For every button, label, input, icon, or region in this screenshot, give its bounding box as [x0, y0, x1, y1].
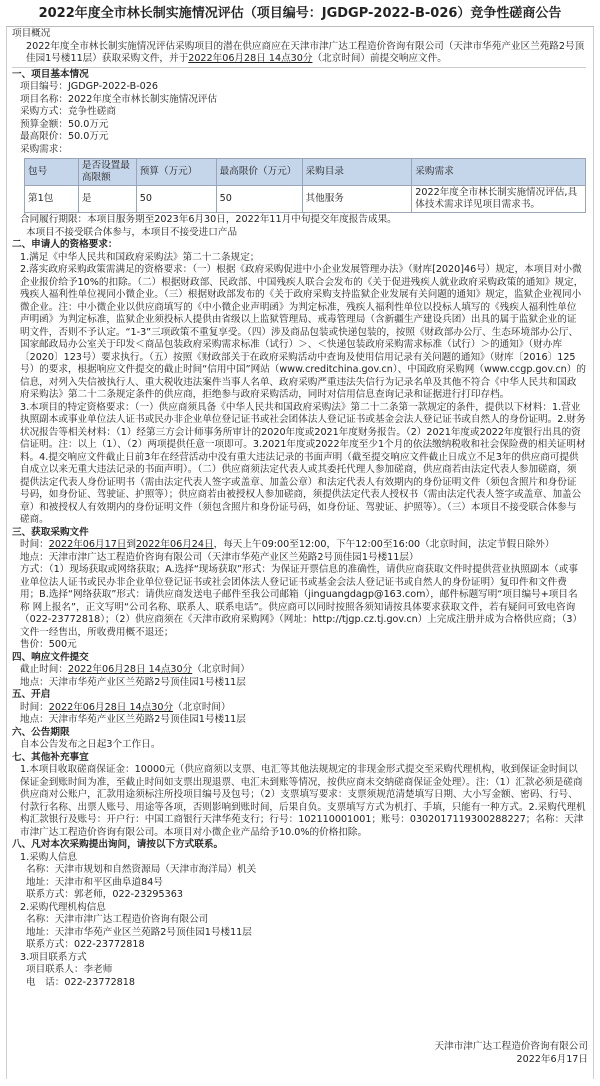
agency-name: 名称：天津市津广达工程造价咨询有限公司: [26, 914, 209, 925]
opening-time-value: 2022年06月28日 14点30分: [48, 701, 174, 713]
opening-time-label: 时间：: [20, 701, 49, 713]
time-start: 2022年06月17日: [48, 539, 127, 550]
deadline-value: 2022年06月28日 14点30分: [67, 664, 193, 675]
purchaser-address: 地址：天津市和平区曲阜道84号: [26, 876, 163, 888]
table-cell: 2022年度全市林长制实施情况评估,具体技术需求详见项目需求书。: [412, 186, 586, 213]
table-header-row: [25, 159, 586, 186]
max-price: 最高限价：50.0万元: [20, 131, 109, 142]
qualification-para: 2.落实政府采购政策需满足的资格要求：（一）根据《政府采购促进中小企业发展管理办法》（财库[2020]46号）规定，本项目对小微企业报价给予10%的扣除。（二）根据财政部、民政部、中国残疾人联合会发布的《关于促进残疾人就业政府采购政策的通知》规定，残疾人福利性单位视同小微企业。（三）根据财政部发布的《关于政府采购支持监狱企业发展有关问题的通知》规定，监狱企业视同小微企业。注：中小微企业以供应商填写的《中小微企业声明函》为判定标准，残疾人福利性单位以投标人填写的《残疾人福利性单位声明函》为判定标准，监狱企业须投标人提供由省级以上监狱管理局、戒毒管理局（含新疆生产建设兵团）出具的属于监狱企业的证明文件，否则不予认定。“1-3”三项政策不重复享受。（四）涉及商品包装或快递包装的，按照《财政部办公厅、生态环境部办公厅、国家邮政局办公室关于印发＜商品包装政府采购需求标准（试行）＞、＜快递包装政府采购需求标准（试行）＞的通知》（财办库〔2020〕123号）要求执行。（五）按照《财政部关于在政府采购活动中查询及使用信用记录有关问题的通知》（财库〔2016〕125号）的要求，根据响应文件提交的截止时间“信用中国”网站（www.creditchina.gov.cn）、中国政府采购网（www.ccgp.gov.cn）的信息，对列入失信被执行人、重大税收违法案件当事人名单、政府采购严重违法失信行为记录名单及其他不符合《中华人民共和国政府采购法》第二十二条规定条件的供应商，拒绝参与政府采购活动，同时对信用信息查询记录和证据进行打印存档。: [20, 264, 586, 400]
table-cell: 50: [216, 186, 302, 213]
agency-title: 2.采购代理机构信息: [20, 901, 106, 913]
submission-deadline: [12, 664, 586, 677]
agency-address: 地址：天津市华苑产业区兰苑路2号顶佳园1号楼11层: [26, 926, 252, 938]
overview-text-a: 2022年度全市林长制实施情况评估采购项目的潜在供应商应在天津市津广达工程造价咨询有限公司（天津市华苑产业区兰苑路2号顶佳园1号楼11层）获取采购文件，并于: [26, 40, 585, 64]
table-cell: 50: [136, 186, 216, 213]
contact-phone: 电 话：022-23772818: [26, 976, 135, 988]
page-title: 2022年度全市林长制实施情况评估（项目编号：JGDGP-2022-B-026）竞争性磋商公告: [38, 6, 562, 21]
document-price: 售价：500元: [20, 639, 77, 650]
table-row: [25, 186, 586, 213]
opening-time-suffix: （北京时间）: [173, 701, 231, 713]
time-end: 2022年06月24日: [136, 539, 214, 550]
supplementary-text: 1.本项目收取磋商保证金：10000元（供应商须以支票、电汇等其他法规规定的非现金形式提交至采购代理机构，收到保证金时间以保证金到账时间为准，至截止时间如支票出现退票、电汇未到账等情况，按供应商未交纳磋商保证金处理）。注：（1）汇款必须是磋商供应商对公账户，汇款用途须标注所投项目编号及包号；（2）支票填写要求：支票须规范清楚填写日期、大小写金额、密码、行号、付款行名称、出票人账号、用途等各项，否则影响到账时间，后果自负。支票填写方式为机打、手填，只能有一种方式。2.采购代理机构汇款银行及账号：开户行：中国工商银行天津华苑支行；行号：102110001001；账号：0302017119300288227；名称：天津市津广达工程造价咨询有限公司。本项目对小微企业产品给予10.0%的价格扣除。: [20, 764, 586, 838]
opening-time: [12, 702, 586, 715]
table-header-cell: 采购目录: [302, 159, 412, 186]
section-7-heading: 七、其他补充事宜: [12, 751, 89, 763]
section-6-heading: 六、公告期限: [12, 726, 70, 738]
purchaser-name: 名称：天津市规划和自然资源局（天津市海洋局）机关: [26, 864, 257, 875]
project-name: 项目名称：2022年度全市林长制实施情况评估: [20, 93, 218, 105]
contact-person: 项目联系人：李老师: [26, 964, 113, 975]
qualification-para: 3.本项目的特定资格要求：（一）供应商须具备《中华人民共和国政府采购法》第二十二条第一款规定的条件，提供以下材料：1.营业执照副本或事业单位法人证书或民办非企业单位登记证书或社会团体法人登记证书或基金会法人登记证书或自然人的身份证明。2.财务状况报告等相关材料：（1）经第三方会计师事务所审计的2020年度或2021年度财务报告。（2）2021年度或2022年度银行出具的资信证明。注：以上（1）、（2）两项提供任意一项即可。3.2021年度或2022年度至少1个月的依法缴纳税收和社会保险费的相关证明材料。4.提交响应文件截止日前3年在经营活动中没有重大违法记录的书面声明（截至提交响应文件截止日成立不足3年的供应商可提供自成立以来无重大违法记录的书面声明）。（二）供应商须法定代表人或其委托代理人参加磋商，供应商若由法定代表人参加磋商，须提供法定代表人身份证明书（需由法定代表人签字或盖章、加盖公章）和法定代表人有效期内的身份证明文件（须包含照片和身份证号码，如身份证、驾驶证、护照等）；供应商若由被授权人参加磋商，须提供法定代表人授权书（需由法定代表人签字或盖章、加盖公章）和被授权人有效期内的身份证明文件（须包含照片和身份证号码，如身份证、驾驶证、护照等）。（三）本项目不接受联合体参与磋商。: [20, 401, 586, 525]
requirements-label: 采购需求：: [20, 143, 68, 155]
acquisition-method: 方式：（1）现场获取或网络获取；A.选择“现场获取”形式：为保证开票信息的准确性，请供应商获取文件时提供营业执照副本（或事业单位法人证书或民办非企业单位登记证书或社会团体法人登记证书或基金会法人登记证书或自然人的身份证明）复印件和文件费用；B.选择“网络获取”形式：请供应商发送电子邮件至我公司邮箱（jinguangdagp@163.com），邮件标题写明“项目编号+项目名称 网上报名”，正文写明“公司名称、联系人、联系电话”。供应商可以同时按照各须知请按具体要求获取文件，若有疑问可致电咨询（022-23772818）；（2）供应商须在《天津市政府采购网》（网址：http://tjgp.cz.tj.gov.cn）上完成注册并成为合格供应商；（3）文件一经售出，所收费用概不退还；: [20, 564, 583, 638]
purchaser-title: 1.采购人信息: [20, 851, 78, 863]
contact-title: 3.项目联系方式: [20, 951, 87, 963]
announcement-body: [12, 28, 586, 989]
deadline-suffix: （北京时间）: [192, 664, 250, 675]
acquisition-time: [12, 539, 586, 552]
budget-amount: 预算金额：50.0万元: [20, 118, 109, 130]
table-header-cell: 包号: [25, 159, 79, 186]
project-number: 项目编号：JGDGP-2022-B-026: [20, 81, 158, 92]
table-header-cell: 采购需求: [412, 159, 586, 186]
opening-place: 地点：天津市华苑产业区兰苑路2号顶佳园1号楼11层: [20, 714, 246, 725]
table-cell: 第1包: [25, 186, 79, 213]
overview-divider: [12, 67, 586, 68]
qualification-para: 1.满足《中华人民共和国政府采购法》第二十二条规定；: [20, 251, 260, 263]
footer-company: 天津市津广达工程造价咨询有限公司: [434, 1041, 588, 1052]
procurement-method: 采购方式：竞争性磋商: [20, 106, 116, 117]
acquisition-place: 地点：天津市津广达工程造价咨询有限公司（天津市华苑产业区兰苑路2号顶佳园1号楼11层）: [20, 551, 419, 563]
overview-deadline: 2022年06月28日 14点30分: [188, 53, 313, 64]
table-cell: 其他服务: [302, 186, 412, 213]
deadline-label: 截止时间：: [20, 664, 68, 675]
agency-contact: 联系方式：022-23772818: [26, 939, 145, 950]
signature-block: [435, 1040, 589, 1066]
section-1-heading: 一、项目基本情况: [12, 68, 89, 80]
section-5-heading: 五、开启: [12, 689, 51, 700]
section-3-heading: 三、获取采购文件: [12, 526, 89, 538]
table-header-cell: 预算（万元）: [136, 159, 216, 186]
overview-label: 项目概况: [12, 28, 51, 39]
overview-text-b: （北京时间）前提交响应文件。: [312, 53, 447, 64]
table-header-cell: 是否设置最高限额: [78, 159, 136, 186]
contract-period: 合同履行期限：本项目服务期至2023年6月30日，2022年11月中旬提交年度报告成果。: [20, 214, 397, 225]
section-4-heading: 四、响应文件提交: [12, 651, 89, 663]
purchaser-contact: 联系方式：郭老师，022-23295363: [26, 889, 183, 900]
overview-text: [12, 41, 586, 66]
notice-period: 自本公告发布之日起3个工作日。: [20, 739, 161, 750]
consortium-note: 本项目不接受联合体参与，本项目不接受进口产品: [26, 226, 238, 238]
section-8-heading: 八、凡对本次采购提出询问，请按以下方式联系。: [12, 839, 224, 850]
table-cell: 是: [78, 186, 136, 213]
section-2-heading: 二、申请人的资格要求：: [12, 239, 118, 250]
footer-date: 2022年6月17日: [516, 1054, 588, 1065]
requirements-table: [24, 158, 586, 213]
time-label: 时间：: [20, 539, 49, 550]
time-mid: 到: [126, 539, 136, 550]
time-rest: ，每天上午09:00至12:00，下午12:00至16:00（北京时间，法定节假日除外）: [213, 539, 555, 550]
submission-place: 地点：天津市华苑产业区兰苑路2号顶佳园1号楼11层: [20, 676, 246, 688]
table-header-cell: 最高限价（万元）: [216, 159, 302, 186]
